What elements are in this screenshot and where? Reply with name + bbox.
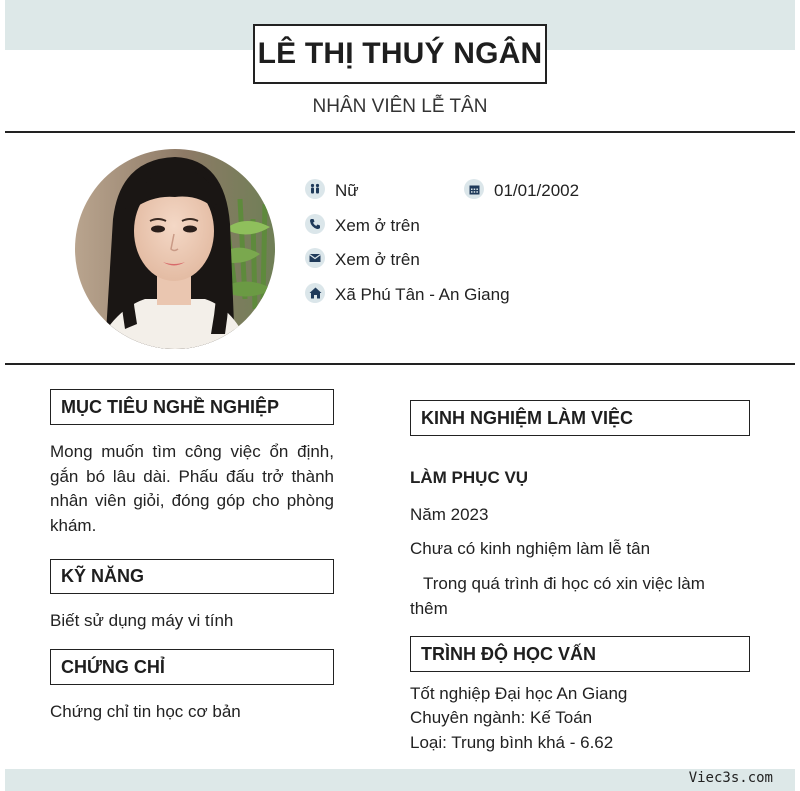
divider-middle bbox=[5, 363, 795, 365]
experience-line-2: Trong quá trình đi học có xin việc làm thêm bbox=[410, 574, 705, 618]
address-value: Xã Phú Tân - An Giang bbox=[335, 285, 510, 304]
education-line-2: Chuyên ngành: Kế Toán bbox=[410, 708, 593, 727]
people-icon bbox=[305, 179, 325, 199]
experience-role: LÀM PHỤC VỤ bbox=[410, 468, 529, 487]
skills-text: Biết sử dụng máy vi tính bbox=[50, 611, 234, 630]
education-line-3: Loại: Trung bình khá - 6.62 bbox=[410, 733, 614, 752]
section-skills: KỸ NĂNG bbox=[50, 559, 334, 594]
section-education: TRÌNH ĐỘ HỌC VẤN bbox=[410, 636, 750, 672]
certificates-text: Chứng chỉ tin học cơ bản bbox=[50, 702, 241, 721]
gender-value: Nữ bbox=[335, 181, 359, 200]
objective-text: Mong muốn tìm công việc ổn định, gắn bó lâu dài. Phấu đấu trở thành nhân viên giỏi, đóng góp cho phòng khám. bbox=[50, 442, 334, 535]
job-title: NHÂN VIÊN LỄ TÂN bbox=[312, 96, 488, 117]
footer-band bbox=[5, 769, 795, 791]
home-icon bbox=[305, 283, 325, 303]
phone-value: Xem ở trên bbox=[335, 216, 420, 235]
divider-top bbox=[5, 131, 795, 133]
section-objective: MỤC TIÊU NGHỀ NGHIỆP bbox=[50, 389, 334, 425]
email-value: Xem ở trên bbox=[335, 250, 420, 269]
calendar-icon bbox=[464, 179, 484, 199]
birthdate-value: 01/01/2002 bbox=[494, 181, 580, 200]
experience-line-1: Chưa có kinh nghiệm làm lễ tân bbox=[410, 539, 651, 558]
education-line-1: Tốt nghiệp Đại học An Giang bbox=[410, 684, 628, 703]
phone-icon bbox=[305, 214, 325, 234]
candidate-name: LÊ THỊ THUÝ NGÂN bbox=[253, 24, 547, 84]
section-experience: KINH NGHIỆM LÀM VIỆC bbox=[410, 400, 750, 436]
section-certificates: CHỨNG CHỈ bbox=[50, 649, 334, 685]
experience-year: Năm 2023 bbox=[410, 505, 489, 524]
envelope-icon bbox=[305, 248, 325, 268]
watermark: Viec3s.com bbox=[688, 770, 773, 786]
profile-photo bbox=[75, 149, 275, 349]
